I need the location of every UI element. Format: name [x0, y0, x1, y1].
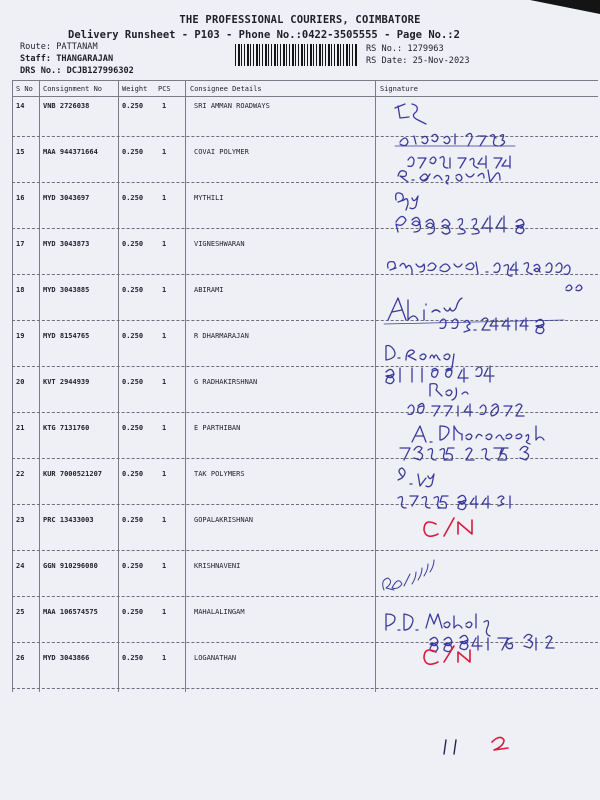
cell-weight: 0.250: [122, 378, 144, 386]
footer-mark-11: [444, 740, 456, 754]
cn-mark-row-26: [424, 646, 470, 664]
cell-pcs: 1: [162, 194, 167, 202]
cell-sno: 24: [16, 562, 25, 570]
signature-row-19-name: [386, 346, 454, 371]
cell-weight: 0.250: [122, 102, 144, 110]
cell-sno: 21: [16, 424, 25, 432]
cell-pcs: 1: [162, 332, 167, 340]
cell-weight: 0.250: [122, 424, 144, 432]
document-title: THE PROFESSIONAL COURIERS, COIMBATORE: [179, 14, 421, 26]
signature-row-18-name: [388, 298, 462, 320]
cell-sno: 19: [16, 332, 25, 340]
signature-row-14: [395, 104, 426, 124]
route-label: Route:: [20, 42, 52, 52]
cell-pcs: 1: [162, 516, 167, 524]
route-value: PATTANAM: [56, 42, 98, 52]
signature-row-19-phone: [386, 366, 494, 384]
signature-row-22-phone: [398, 495, 510, 509]
rs-no-label: RS No.:: [366, 44, 403, 54]
column-header-consignee: Consignee Details: [190, 85, 262, 93]
cell-pcs: 1: [162, 424, 167, 432]
drs-value: DCJB127996302: [66, 66, 134, 76]
cell-sno: 16: [16, 194, 25, 202]
signature-row-20-name: [430, 384, 468, 400]
cell-pcs: 1: [162, 286, 167, 294]
cell-sno: 18: [16, 286, 25, 294]
signature-row-15-name: [398, 170, 500, 184]
signature-row-25-name: [386, 614, 490, 636]
signature-row-16: [396, 193, 418, 210]
cell-pcs: 1: [162, 654, 167, 662]
cell-sno: 15: [16, 148, 25, 156]
cell-consignee: MAHALALINGAM: [194, 608, 245, 616]
cell-consignee: ABIRAMI: [194, 286, 224, 294]
cell-pcs: 1: [162, 148, 167, 156]
drs-label: DRS No.:: [20, 66, 62, 76]
cell-consignee: MYTHILI: [194, 194, 224, 202]
rs-date-label: RS Date:: [366, 56, 408, 66]
cell-consignee: LOGANATHAN: [194, 654, 237, 662]
cell-pcs: 1: [162, 562, 167, 570]
cell-sno: 14: [16, 102, 25, 110]
cell-pcs: 1: [162, 102, 167, 110]
footer-mark-2: [492, 737, 508, 750]
cell-weight: 0.250: [122, 240, 144, 248]
staff-value: THANGARAJAN: [56, 54, 114, 64]
cell-consignee: SRI AMMAN ROADWAYS: [194, 102, 270, 110]
signature-row-14-phone: [400, 133, 505, 146]
document-subtitle: Delivery Runsheet - P103 - Phone No.:0422-3505555 - Page No.:2: [68, 29, 460, 41]
cell-consignment-no: KUR 7000521207: [43, 470, 103, 478]
cell-consignment-no: MYD 3043885: [43, 286, 90, 294]
signature-row-21-name: [412, 426, 544, 444]
cell-consignment-no: KTG 7131760: [43, 424, 90, 432]
cn-mark-row-23: [424, 518, 472, 536]
cell-consignment-no: MYD 8154765: [43, 332, 90, 340]
cell-pcs: 1: [162, 608, 167, 616]
cell-weight: 0.250: [122, 470, 144, 478]
cell-weight: 0.250: [122, 286, 144, 294]
signature-row-16-phone: [396, 216, 524, 234]
cell-consignment-no: VNB 2726038: [43, 102, 90, 110]
cell-sno: 22: [16, 470, 25, 478]
cell-consignment-no: MAA 944371664: [43, 148, 98, 156]
column-header-pcs: PCS: [158, 85, 171, 93]
cell-weight: 0.250: [122, 654, 144, 662]
signature-row-17: [388, 262, 582, 291]
staff-label: Staff:: [20, 54, 52, 64]
cell-weight: 0.250: [122, 148, 144, 156]
cell-sno: 17: [16, 240, 25, 248]
signature-row-22-name: [398, 468, 434, 487]
cell-consignment-no: MYD 3043873: [43, 240, 90, 248]
cell-weight: 0.250: [122, 608, 144, 616]
cell-consignee: R DHARMARAJAN: [194, 332, 249, 340]
cell-pcs: 1: [162, 470, 167, 478]
cell-consignee: VIGNESHWARAN: [194, 240, 245, 248]
cell-sno: 25: [16, 608, 25, 616]
cell-consignment-no: MYD 3043697: [43, 194, 90, 202]
signature-row-18-phone: [440, 318, 544, 334]
signature-row-21-phone: [400, 446, 529, 460]
cell-weight: 0.250: [122, 332, 144, 340]
cell-pcs: 1: [162, 240, 167, 248]
cell-consignee: GOPALAKRISHNAN: [194, 516, 254, 524]
cell-sno: 23: [16, 516, 25, 524]
column-header-weight: Weight: [122, 85, 148, 93]
column-header-consignment: Consignment No: [43, 85, 103, 93]
signature-row-20-phone: [408, 403, 524, 416]
cell-consignment-no: MYD 3043866: [43, 654, 90, 662]
rs-no-value: 1279963: [407, 44, 444, 54]
cell-consignee: E PARTHIBAN: [194, 424, 241, 432]
signature-row-25-phone: [430, 634, 554, 651]
column-header-signature: Signature: [380, 85, 418, 93]
cell-weight: 0.250: [122, 194, 144, 202]
column-header-sno: S No: [16, 85, 33, 93]
cell-consignee: TAK POLYMERS: [194, 470, 245, 478]
cell-weight: 0.250: [122, 516, 144, 524]
cell-sno: 20: [16, 378, 25, 386]
cell-consignment-no: MAA 106574575: [43, 608, 98, 616]
cell-consignment-no: KVT 2944939: [43, 378, 90, 386]
signature-row-15-phone: [408, 156, 510, 168]
signature-row-24: [383, 560, 434, 590]
cell-consignee: G RADHAKIRSHNAN: [194, 378, 258, 386]
cell-consignee: KRISHNAVENI: [194, 562, 241, 570]
cell-weight: 0.250: [122, 562, 144, 570]
cell-sno: 26: [16, 654, 25, 662]
cell-consignment-no: PRC 13433003: [43, 516, 94, 524]
cell-pcs: 1: [162, 378, 167, 386]
cell-consignment-no: GGN 910296080: [43, 562, 98, 570]
cell-consignee: COVAI POLYMER: [194, 148, 249, 156]
rs-date-value: 25-Nov-2023: [412, 56, 470, 66]
